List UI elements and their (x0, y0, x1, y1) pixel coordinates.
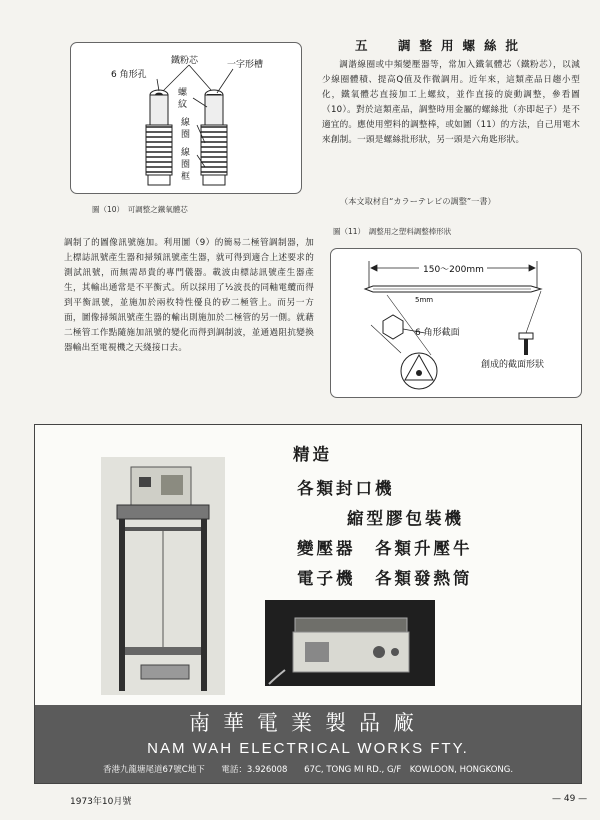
left-column-body: 調制了的圖像訊號施加。利用圖（9）的簡易二極管調制器，加上標誌訊號產生器和掃頻訊號產生器，就可得到適合上述要求的測試訊號，而無需昂貴的專門儀器。載波由標誌訊號產生器產生，其輸出通常是不平衡式。所以採用了½波長的同軸電纜而得到平衡訊號，並施加於兩枚特性優良的矽二極管上。而另一方面，圖像掃頻訊號產生器的輸出則施加於二極管的另一側。就藉二極管工作點隨施加訊號的變化而得到調制波，並通過阻抗變換器輸出至電視機之天綫接口去。 (64, 238, 314, 353)
tip-detail (371, 295, 437, 389)
ferrite-core-right (201, 90, 227, 185)
sealing-machine-photo (101, 457, 225, 695)
figure-11-illustration (331, 249, 581, 397)
company-address-en: 67C, TONG MI RD., G/F KOWLOON, HONGKONG. (304, 765, 514, 775)
company-name-cn: 南華電業製品廠 (189, 711, 427, 735)
heater-machine-image (265, 600, 435, 686)
figure-11 (330, 248, 582, 398)
ad-line-1: 精造 (293, 445, 332, 464)
figure-11-caption: 圖（11） 調整用之塑料調整棒形狀 (333, 227, 452, 236)
advertisement (34, 424, 582, 784)
footer-issue: 1973年10月號 (70, 797, 132, 807)
ad-line-4: 變壓器 各類升壓牛 (297, 539, 473, 558)
label-slot: 一字形槽 (227, 60, 264, 70)
company-banner (35, 705, 581, 783)
section-5-heading: 五 調整用螺絲批 (355, 38, 528, 53)
figure-10-caption: 圖（10） 可調整之鐵氧體芯 (92, 205, 188, 214)
section-5-body: 調諧線圈或中頻變壓器等，常加入鐵氧體芯（鐵粉芯），以減少線圈體積、提高Q值及作微調用。近年來，這類產品日趨小型化，鐵氧體芯直接加工上螺紋，並作直接的旋動調整，參看圖（10）。對於這類產品，調整時用金屬的螺絲批（亦即起子）是不適宜的。應使用塑料的調整棒，或如圖（11）的方法，自己用電木來創制。一頭是螺絲批形狀，另一頭是六角匙形狀。 (322, 60, 580, 145)
company-address-cn: 香港九龍塘尾道67號C地下 (102, 765, 205, 775)
label-coil-frame-char-3: 框 (181, 172, 191, 182)
label-ferrite-core: 鐵粉芯 (171, 56, 199, 66)
label-coil (181, 116, 190, 140)
heater-machine-photo (265, 600, 435, 686)
company-phone: 電話：3.926008 (221, 765, 288, 775)
sealing-machine-image (101, 457, 225, 695)
label-thread-char-1: 螺 (178, 88, 188, 98)
figure-10-illustration (71, 43, 301, 193)
source-note: （本文取材自“カラーテレビの調整”一書） (340, 196, 496, 206)
cut-section-icon (519, 291, 541, 355)
figure-10 (70, 42, 302, 194)
ad-line-5: 電子機 各類發熱筒 (297, 569, 473, 588)
label-thread (178, 86, 188, 110)
ad-line-3: 縮型膠包裝機 (347, 509, 464, 528)
label-length: 150～200mm (423, 265, 484, 275)
hex-section-icon (383, 315, 403, 339)
label-coil-char-1: 線 (181, 118, 191, 128)
label-coil-char-2: 圈 (181, 130, 191, 140)
label-width: 5mm (415, 296, 434, 304)
label-coil-frame-char-1: 線 (181, 148, 191, 158)
label-cut-section: 創成的截面形狀 (481, 360, 545, 370)
label-coil-frame-char-2: 圈 (181, 160, 191, 170)
footer-page-number: — 49 — (552, 794, 588, 804)
label-hex-section: 6 角形截面 (415, 328, 460, 338)
label-coil-frame (181, 146, 190, 182)
ferrite-core-left (146, 90, 172, 185)
adjusting-rod (365, 286, 541, 292)
label-hex-hole: 6 角形孔 (111, 70, 147, 80)
company-contact-line (35, 763, 581, 775)
ad-line-2: 各類封口機 (297, 479, 395, 498)
company-name-en: NAM WAH ELECTRICAL WORKS FTY. (147, 740, 469, 757)
label-thread-char-2: 紋 (178, 100, 188, 110)
